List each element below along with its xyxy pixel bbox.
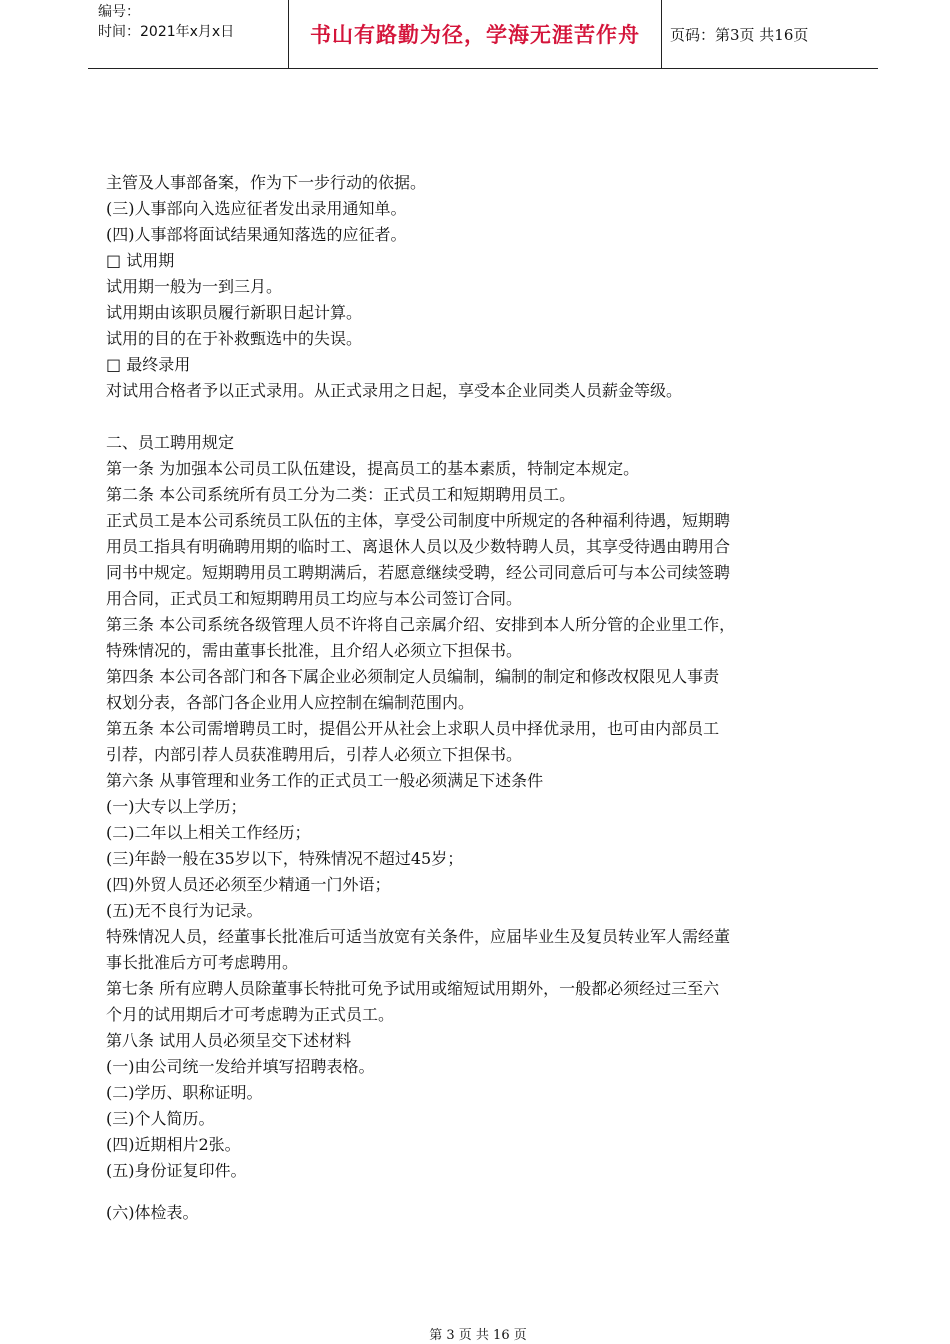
text-line: 试用期由该职员履行新职日起计算。 xyxy=(106,303,363,322)
text-line: (三)人事部向入选应征者发出录用通知单。 xyxy=(106,199,407,218)
header-motto: 书山有路勤为径，学海无涯苦作舟 xyxy=(288,0,662,68)
text-line: (三)年龄一般在35岁以下，特殊情况不超过45岁； xyxy=(106,849,464,868)
text-line: 特殊情况人员，经董事长批准后可适当放宽有关条件，应届毕业生及复员转业军人需经董 xyxy=(106,927,731,946)
text-line: 第三条 本公司系统各级管理人员不许将自己亲属介绍、安排到本人所分管的企业里工作， xyxy=(106,615,736,634)
header-left xyxy=(88,0,288,68)
text-line: 用员工指具有明确聘用期的临时工、离退休人员以及少数特聘人员，其享受待遇由聘用合 xyxy=(106,537,731,556)
text-line: (一)由公司统一发给并填写招聘表格。 xyxy=(106,1057,375,1076)
text-line: (四)外贸人员还必须至少精通一门外语； xyxy=(106,875,391,894)
text-line: 用合同，正式员工和短期聘用员工均应与本公司签订合同。 xyxy=(106,589,523,608)
text-line: (六)体检表。 xyxy=(106,1203,199,1222)
footer-page-number: 第 3 页 共 16 页 xyxy=(429,1328,527,1343)
text-line: 第一条 为加强本公司员工队伍建设，提高员工的基本素质，特制定本规定。 xyxy=(106,459,640,478)
page-header xyxy=(88,0,878,69)
text-line: 特殊情况的，需由董事长批准，且介绍人必须立下担保书。 xyxy=(106,641,523,660)
text-line: 第二条 本公司系统所有员工分为二类：正式员工和短期聘用员工。 xyxy=(106,485,576,504)
text-line: 试用的目的在于补救甄选中的失误。 xyxy=(106,329,363,348)
section-heading-final-hire: □ 最终录用 xyxy=(106,355,191,374)
blank-line xyxy=(106,404,864,430)
text-line: (二)二年以上相关工作经历； xyxy=(106,823,311,842)
time-label: 时间：2021年x月x日 xyxy=(98,24,235,40)
text-line: (二)学历、职称证明。 xyxy=(106,1083,263,1102)
text-line: (一)大专以上学历； xyxy=(106,797,247,816)
text-line: 权划分表，各部门各企业用人应控制在编制范围内。 xyxy=(106,693,475,712)
text-line: 主管及人事部备案，作为下一步行动的依据。 xyxy=(106,173,427,192)
text-line: 第八条 试用人员必须呈交下述材料 xyxy=(106,1031,352,1050)
blank-line xyxy=(106,1184,864,1200)
text-line: 试用期一般为一到三月。 xyxy=(106,277,283,296)
text-line: (四)人事部将面试结果通知落选的应征者。 xyxy=(106,225,407,244)
text-line: 正式员工是本公司系统员工队伍的主体，享受公司制度中所规定的各种福利待遇，短期聘 xyxy=(106,511,731,530)
text-line: 同书中规定。短期聘用员工聘期满后，若愿意继续受聘，经公司同意后可与本公司续签聘 xyxy=(106,563,731,582)
text-line: 第四条 本公司各部门和各下属企业必须制定人员编制，编制的制定和修改权限见人事责 xyxy=(106,667,720,686)
text-line: 第六条 从事管理和业务工作的正式员工一般必须满足下述条件 xyxy=(106,771,544,790)
text-line: 个月的试用期后才可考虑聘为正式员工。 xyxy=(106,1005,395,1024)
text-line: 引荐，内部引荐人员获准聘用后，引荐人必须立下担保书。 xyxy=(106,745,523,764)
number-label: 编号： xyxy=(98,4,140,20)
text-line: 事长批准后方可考虑聘用。 xyxy=(106,953,299,972)
section-heading-employment-rules: 二、员工聘用规定 xyxy=(106,433,235,452)
text-line: (五)身份证复印件。 xyxy=(106,1161,247,1180)
text-line: (四)近期相片2张。 xyxy=(106,1135,241,1154)
document-body xyxy=(106,170,864,1226)
header-page-info: 页码：第3页 共16页 xyxy=(670,25,809,44)
text-line: (五)无不良行为记录。 xyxy=(106,901,263,920)
section-heading-probation: □ 试用期 xyxy=(106,251,175,270)
text-line: 第五条 本公司需增聘员工时，提倡公开从社会上求职人员中择优录用，也可由内部员工 xyxy=(106,719,720,738)
page-footer xyxy=(0,1324,950,1343)
text-line: 第七条 所有应聘人员除董事长特批可免予试用或缩短试用期外，一般都必须经过三至六 xyxy=(106,979,720,998)
text-line: (三)个人简历。 xyxy=(106,1109,215,1128)
text-line: 对试用合格者予以正式录用。从正式录用之日起，享受本企业同类人员薪金等级。 xyxy=(106,381,683,400)
